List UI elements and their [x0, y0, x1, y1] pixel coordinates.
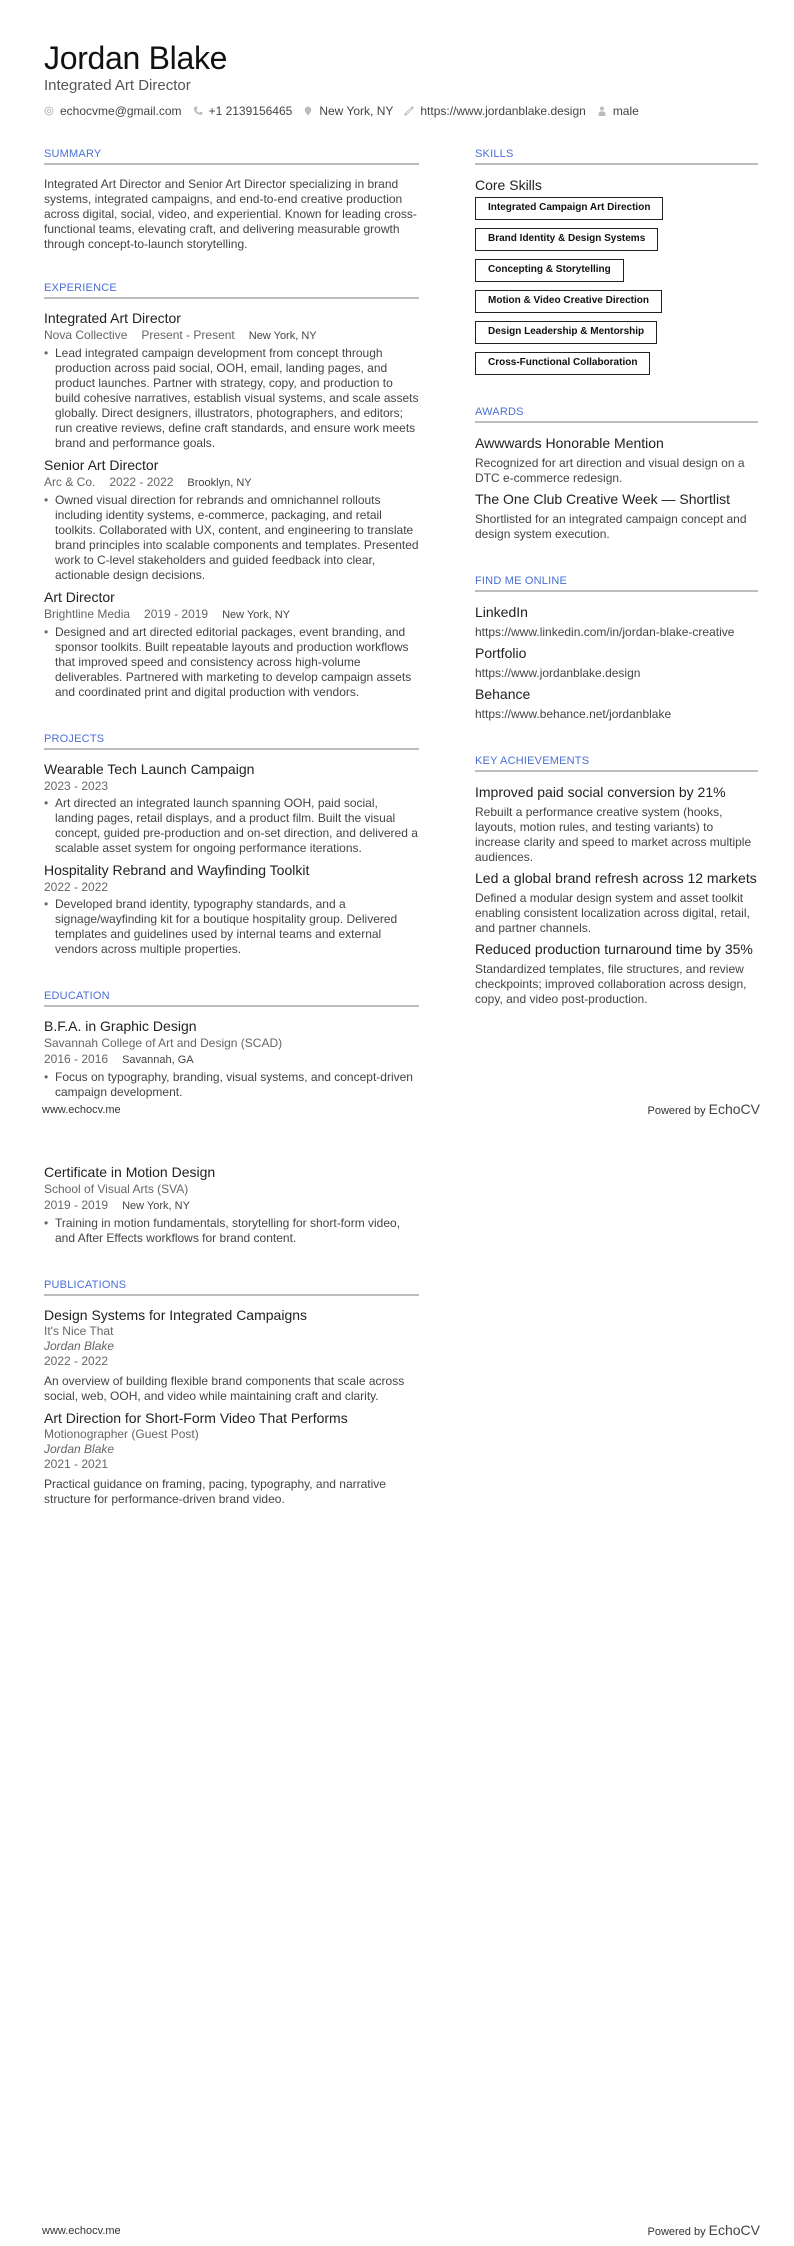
section-divider [44, 748, 419, 750]
dates: 2021 - 2021 [44, 1457, 109, 1471]
achievement-description: Rebuilt a performance creative system (hooks, layouts, motion rules, and testing variants) to increase clarity and speed to market across multiple audiences. [475, 805, 752, 864]
publication-title: Art Direction for Short-Form Video That Performs [44, 1410, 348, 1426]
achievement-description: Standardized templates, file structures, and review checkpoints; improved collaboration across design, copy, and video post-production. [475, 962, 747, 1006]
publisher: It's Nice That [44, 1324, 114, 1338]
publication-description: Practical guidance on framing, pacing, typography, and narrative structure for performance-driven brand video. [44, 1477, 386, 1506]
bullet: • Developed brand identity, typography standards, and a signage/wayfinding kit for a boutique hospitality group. Delivered templates and guidelines used by internal teams and external vendors across multiple properties. [44, 897, 419, 957]
experience-item [44, 456, 419, 583]
dates: 2016 - 2016 [44, 1052, 109, 1066]
section-heading: SUMMARY [44, 148, 102, 160]
location: Brooklyn, NY [187, 477, 252, 489]
section-heading: EDUCATION [44, 990, 110, 1002]
skill-tag: Integrated Campaign Art Direction [475, 197, 663, 220]
location: New York, NY [122, 1200, 190, 1212]
section-heading: FIND ME ONLINE [475, 575, 568, 587]
section-divider [44, 297, 419, 299]
contact-location: New York, NY [319, 104, 394, 118]
profile-url[interactable]: https://www.linkedin.com/in/jordan-blake-creative [475, 625, 735, 639]
award-title: The One Club Creative Week — Shortlist [475, 491, 730, 507]
skills-list [475, 197, 758, 383]
skill-tag: Motion & Video Creative Direction [475, 290, 662, 313]
bullet: • Designed and art directed editorial packages, event branding, and sponsor toolkits. Built repeatable layouts and production workflows that improved speed and consistency across high-volume deliverables. Partnered with marketing to develop campaign assets and coordinated print and digital production with vendors. [44, 625, 419, 700]
skills-group-title: Core Skills [475, 177, 542, 193]
bullet: • Art directed an integrated launch spanning OOH, paid social, landing pages, retail displays, and a product film. Built the visual concept, guided pre-production and on-set direction, and delivered a scalable asset system for ongoing performance iterations. [44, 796, 419, 856]
echocv-brand[interactable]: EchoCV [708, 1101, 760, 1117]
skill-tag: Concepting & Storytelling [475, 259, 624, 282]
powered-by-text: Powered by [647, 1105, 706, 1117]
profile-name: Behance [475, 686, 531, 702]
dates: 2019 - 2019 [44, 1198, 109, 1212]
section-heading: AWARDS [475, 406, 524, 418]
award-description: Shortlisted for an integrated campaign concept and design system execution. [475, 512, 747, 541]
publications-section [44, 1278, 419, 1507]
job-title: Senior Art Director [44, 457, 159, 473]
link-icon [404, 106, 414, 116]
education-item [44, 1163, 419, 1246]
job-title: Art Director [44, 589, 115, 605]
section-heading: SKILLS [475, 148, 514, 160]
project-item [44, 760, 419, 856]
section-divider [475, 590, 758, 592]
publication-item [44, 1409, 419, 1507]
candidate-title: Integrated Art Director [44, 77, 191, 94]
person-icon [597, 106, 607, 116]
online-section [475, 574, 758, 722]
left-column [44, 1163, 419, 1507]
footer-site-link[interactable]: www.echocv.me [42, 1104, 121, 1116]
resume-page-2 [0, 1123, 794, 2246]
dates: 2022 - 2022 [44, 1354, 109, 1368]
location: New York, NY [248, 330, 317, 342]
dates: 2023 - 2023 [44, 779, 109, 793]
projects-section [44, 732, 419, 957]
project-item [44, 861, 419, 957]
right-column [475, 147, 758, 1007]
experience-section [44, 281, 419, 700]
contact-gender: male [612, 104, 639, 118]
footer-site-link[interactable]: www.echocv.me [42, 2225, 121, 2237]
section-divider [44, 1294, 419, 1296]
section-divider [44, 163, 419, 165]
experience-item [44, 588, 419, 700]
school: School of Visual Arts (SVA) [44, 1182, 189, 1196]
skill-tag: Design Leadership & Mentorship [475, 321, 657, 344]
bullet: • Training in motion fundamentals, storytelling for short-form video, and After Effects workflows for brand content. [44, 1216, 419, 1246]
profile-url[interactable]: https://www.behance.net/jordanblake [475, 707, 672, 721]
education-item [44, 1017, 419, 1100]
footer-powered-by [647, 2222, 760, 2238]
achievement-title: Reduced production turnaround time by 35% [475, 941, 753, 957]
left-column [44, 147, 419, 1100]
footer-powered-by [647, 1101, 760, 1117]
project-title: Wearable Tech Launch Campaign [44, 761, 255, 777]
bullet: • Owned visual direction for rebrands and omnichannel rollouts including identity systems, e-commerce, packaging, and retail toolkits. Collaborated with UX, content, and engineering to translate brand principles into scalable components and templates. Presented work to C-level stakeholders and guided feedback into clear, actionable design decisions. [44, 493, 419, 583]
company: Arc & Co. [44, 475, 96, 489]
contact-bar [44, 103, 650, 119]
skill-tag: Cross-Functional Collaboration [475, 352, 650, 375]
bullet: • Lead integrated campaign development from concept through production across paid social, OOH, email, landing pages, and product launches. Partner with strategy, copy, and production to build cohesive narratives, establish visual systems, and scale assets globally. Direct designers, illustrators, photographers, and editors; run creative reviews, define craft standards, and ensure work meets brand and performance goals. [44, 346, 419, 451]
profile-name: LinkedIn [475, 604, 528, 620]
profile-name: Portfolio [475, 645, 527, 661]
powered-by-text: Powered by [647, 2226, 706, 2238]
company: Brightline Media [44, 607, 131, 621]
skills-section [475, 147, 758, 383]
dates: Present - Present [141, 328, 235, 342]
section-heading: PROJECTS [44, 733, 105, 745]
summary-section [44, 147, 419, 252]
email-icon [44, 106, 54, 116]
contact-email[interactable]: echocvme@gmail.com [60, 104, 182, 118]
section-divider [475, 770, 758, 772]
degree: Certificate in Motion Design [44, 1164, 216, 1180]
location: New York, NY [222, 609, 290, 621]
skill-tag: Brand Identity & Design Systems [475, 228, 658, 251]
section-heading: PUBLICATIONS [44, 1279, 127, 1291]
achievement-title: Improved paid social conversion by 21% [475, 784, 726, 800]
project-title: Hospitality Rebrand and Wayfinding Toolkit [44, 862, 310, 878]
company: Nova Collective [44, 328, 128, 342]
job-title: Integrated Art Director [44, 310, 181, 326]
degree: B.F.A. in Graphic Design [44, 1018, 197, 1034]
candidate-name: Jordan Blake [44, 40, 228, 76]
publication-description: An overview of building flexible brand components that scale across social, web, OOH, and video while maintaining craft and clarity. [44, 1374, 405, 1403]
author: Jordan Blake [44, 1442, 115, 1456]
summary-text: Integrated Art Director and Senior Art Director specializing in brand systems, integrated campaigns, and end-to-end creative production across digital, social, video, and experiential. Known for leading cross-functional teams, elevating craft, and delivering measurable growth through concept-to-launch storytelling. [44, 177, 417, 251]
achievements-section [475, 754, 758, 1007]
echocv-brand[interactable]: EchoCV [708, 2222, 760, 2238]
dates: 2019 - 2019 [144, 607, 209, 621]
dates: 2022 - 2022 [109, 475, 174, 489]
dates: 2022 - 2022 [44, 880, 109, 894]
achievement-description: Defined a modular design system and asset toolkit enabling consistent localization across digital, retail, and partner channels. [475, 891, 750, 935]
publisher: Motionographer (Guest Post) [44, 1427, 199, 1441]
phone-icon [193, 106, 203, 116]
contact-phone[interactable]: +1 2139156465 [208, 104, 293, 118]
awards-section [475, 405, 758, 542]
section-divider [475, 421, 758, 423]
school: Savannah College of Art and Design (SCAD) [44, 1036, 283, 1050]
publication-item [44, 1306, 419, 1404]
bullet: • Focus on typography, branding, visual systems, and concept-driven campaign development. [44, 1070, 419, 1100]
contact-website[interactable]: https://www.jordanblake.design [420, 104, 586, 118]
education-section [44, 989, 419, 1100]
achievement-title: Led a global brand refresh across 12 markets [475, 870, 757, 886]
experience-item [44, 309, 419, 451]
award-description: Recognized for art direction and visual design on a DTC e-commerce redesign. [475, 456, 745, 485]
location-pin-icon [303, 106, 313, 116]
section-heading: KEY ACHIEVEMENTS [475, 755, 590, 767]
publication-title: Design Systems for Integrated Campaigns [44, 1307, 308, 1323]
section-divider [44, 1005, 419, 1007]
section-heading: EXPERIENCE [44, 282, 117, 294]
author: Jordan Blake [44, 1339, 115, 1353]
award-title: Awwwards Honorable Mention [475, 435, 664, 451]
location: Savannah, GA [122, 1054, 194, 1066]
profile-url[interactable]: https://www.jordanblake.design [475, 666, 641, 680]
section-divider [475, 163, 758, 165]
